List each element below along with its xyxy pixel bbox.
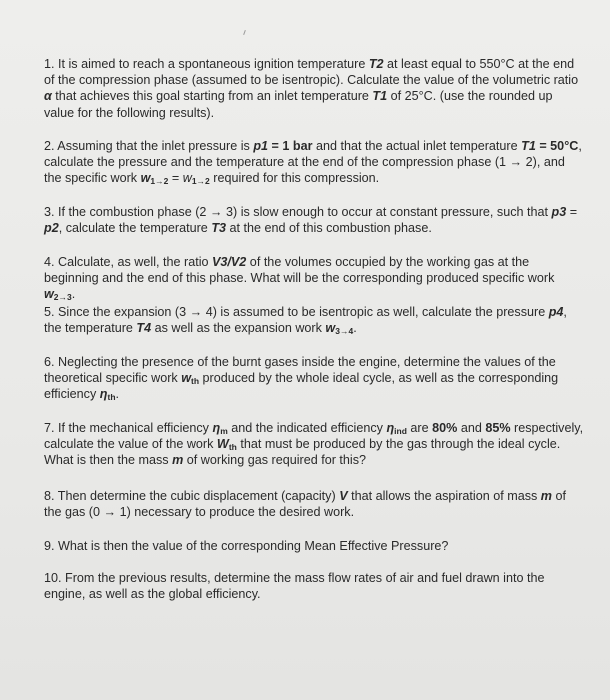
question-text: . <box>353 321 357 336</box>
math-symbol-wrap <box>181 371 191 385</box>
question-text: and the indicated efficiency <box>227 421 387 435</box>
math-symbol: η <box>386 421 395 435</box>
question-text: of the gas (0 → 1) necessary to produce the desired work. <box>44 489 567 520</box>
question-text: 7. If the mechanical efficiency <box>44 421 213 435</box>
math-symbol: α <box>44 89 52 104</box>
question-text: that must be produced by the gas through the ideal cycle. What is then the mass <box>44 437 561 468</box>
math-symbol: th <box>107 392 116 403</box>
question-text: , calculate the pressure and the temperature at the end of the compression phase (1 → 2), and the specific work <box>44 139 582 186</box>
math-symbol: p3 <box>551 205 567 219</box>
math-symbol: 3→4 <box>335 326 354 337</box>
math-symbol: w <box>140 171 151 186</box>
math-symbol-wrap <box>136 321 151 335</box>
math-symbol: m <box>172 453 184 468</box>
math-symbol: m <box>220 426 228 436</box>
question-text: = <box>566 205 578 219</box>
math-symbol-wrap <box>44 89 52 103</box>
pen-mark <box>243 30 246 35</box>
math-symbol-wrap <box>369 57 384 71</box>
math-symbol-wrap <box>212 255 246 269</box>
math-symbol-wrap <box>325 321 335 335</box>
math-symbol: T1 <box>372 89 388 104</box>
math-symbol: 80% <box>432 421 458 435</box>
math-symbol-wrap <box>44 221 59 235</box>
question-9 <box>44 538 584 554</box>
question-text: of 25°C. (use the rounded up value for the following results). <box>44 89 553 120</box>
question-text: respectively, calculate the value of the work <box>44 421 584 452</box>
question-text: 8. Then determine the cubic displacement (capacity) <box>44 489 340 503</box>
question-text: that achieves this goal starting from an inlet temperature <box>51 89 373 104</box>
math-symbol: w <box>181 371 191 386</box>
math-symbol: w <box>325 321 336 336</box>
question-text: . <box>115 387 120 402</box>
question-text: produced by the whole ideal cycle, as well as the corresponding efficiency <box>44 371 559 402</box>
question-text: and <box>457 421 486 435</box>
math-symbol: η <box>99 387 108 402</box>
math-symbol: 85% <box>485 421 511 435</box>
question-text: are <box>406 421 433 435</box>
question-text: , the temperature <box>44 305 567 336</box>
math-symbol-wrap <box>44 287 54 301</box>
math-symbol: th <box>228 442 237 453</box>
math-symbol-wrap <box>141 171 151 185</box>
math-symbol-wrap <box>541 489 552 503</box>
math-symbol-wrap <box>211 221 226 235</box>
math-symbol: η <box>212 421 221 435</box>
math-symbol: p2 <box>44 221 59 236</box>
question-text: 10. From the previous results, determine the mass flow rates of air and fuel drawn into the engine, as well as the global efficiency. <box>44 571 545 602</box>
question-text: , calculate the temperature <box>58 221 212 236</box>
math-symbol-wrap <box>549 305 564 319</box>
math-symbol: T4 <box>136 321 152 336</box>
question-text: of the volumes occupied by the working gas at the beginning and the end of this phase. What will be the corresponding produced specific work <box>44 255 555 286</box>
question-text: . <box>71 287 76 302</box>
question-text: at least equal to 550°C at the end of the compression phase (assumed to be isentropic). Calculate the value of the volumetric ratio <box>44 57 579 88</box>
math-symbol-wrap <box>253 139 268 153</box>
math-symbol-wrap <box>339 489 347 503</box>
question-text: that allows the aspiration of mass <box>347 489 541 503</box>
math-symbol: 1→2 <box>191 176 210 187</box>
question-text: 9. What is then the value of the corresponding Mean Effective Pressure? <box>44 539 449 553</box>
question-text: as well as the expansion work <box>151 321 326 336</box>
math-symbol: 1→2 <box>150 176 169 187</box>
math-symbol: = 1 bar <box>268 139 313 153</box>
math-symbol: p4 <box>548 305 564 319</box>
math-symbol: p1 <box>253 139 269 153</box>
math-symbol: T2 <box>368 57 384 71</box>
question-text: 5. Since the expansion (3 → 4) is assumed to be isentropic as well, calculate the pressure <box>44 305 549 319</box>
question-1 <box>44 56 584 121</box>
math-symbol: = 50°C <box>535 139 579 153</box>
math-symbol: 2→3 <box>53 292 72 303</box>
math-symbol-wrap <box>172 453 183 467</box>
question-8 <box>44 488 584 520</box>
question-text: 4. Calculate, as well, the ratio <box>44 255 212 269</box>
math-symbol-wrap <box>372 89 387 103</box>
question-4 <box>44 254 584 303</box>
math-symbol-wrap <box>552 205 567 219</box>
question-7 <box>44 420 584 469</box>
math-symbol-wrap <box>386 421 394 435</box>
math-symbol-wrap <box>217 437 229 451</box>
question-text: of working gas required for this? <box>183 453 366 468</box>
question-6 <box>44 354 584 403</box>
math-symbol: T1 <box>521 139 536 153</box>
question-text: 1. It is aimed to reach a spontaneous ignition temperature <box>44 57 369 71</box>
math-symbol: W <box>216 437 229 452</box>
question-10 <box>44 570 584 602</box>
question-text: 2. Assuming that the inlet pressure is <box>44 139 254 153</box>
question-2 <box>44 138 584 187</box>
question-text: at the end of this combustion phase. <box>226 221 432 236</box>
math-symbol: ind <box>394 426 407 436</box>
math-symbol: m <box>540 489 552 503</box>
math-symbol: w <box>44 287 54 302</box>
math-symbol: T3 <box>211 221 227 236</box>
question-text: = <box>168 171 183 186</box>
math-symbol: th <box>190 376 200 387</box>
question-text: 3. If the combustion phase (2 → 3) is slow enough to occur at constant pressure, such that <box>44 205 552 219</box>
question-text: and that the actual inlet temperature <box>312 139 522 153</box>
question-text: required for this compression. <box>209 171 380 186</box>
math-symbol: V3/V2 <box>212 255 247 269</box>
question-3 <box>44 204 584 236</box>
math-symbol-wrap <box>521 139 536 153</box>
math-symbol: V <box>339 489 348 503</box>
math-symbol: w <box>182 171 192 186</box>
question-5 <box>44 304 584 336</box>
question-text: 6. Neglecting the presence of the burnt gases inside the engine, determine the values of the theoretical specific work <box>44 355 556 386</box>
